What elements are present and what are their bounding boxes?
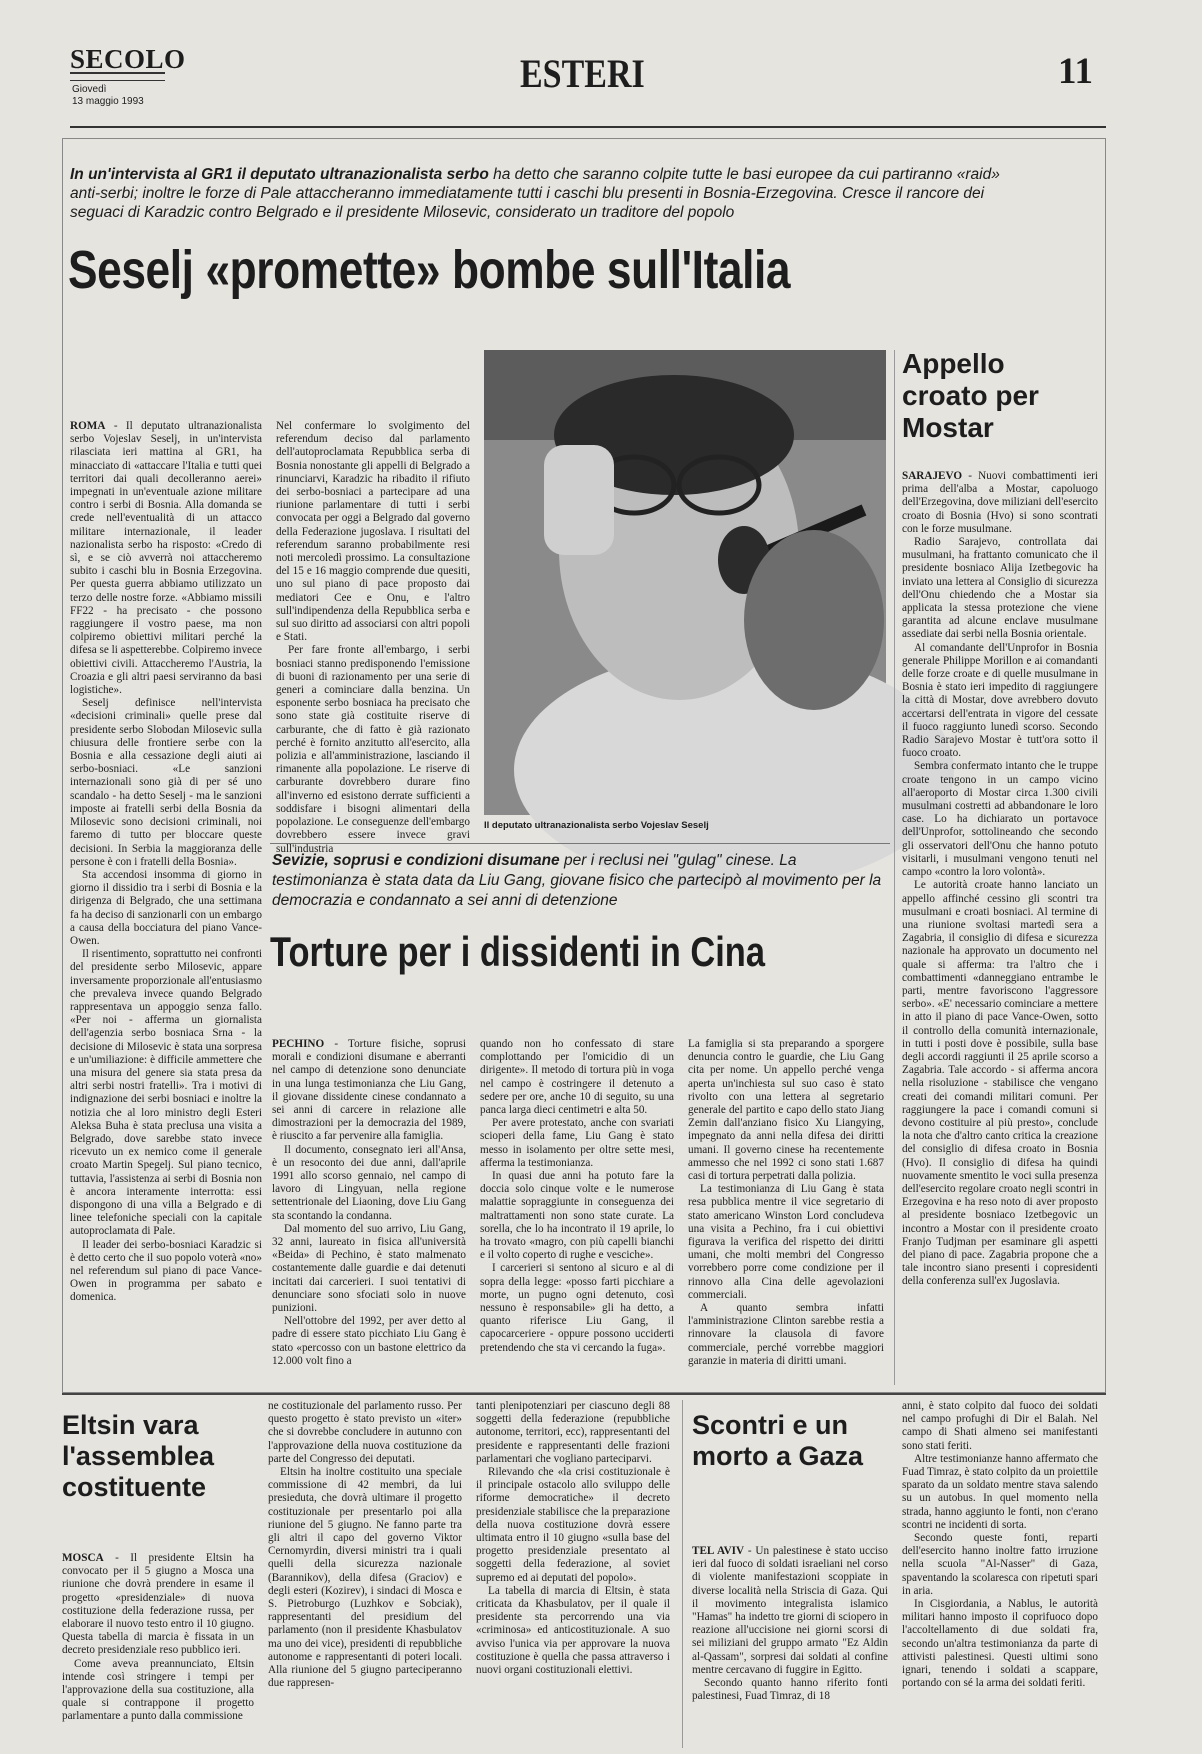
china-column-2 (480, 1038, 674, 1386)
mostar-separator (894, 350, 895, 1385)
logo-underline (70, 72, 165, 81)
china-dateline: PECHINO (272, 1038, 325, 1050)
main-column-2 (276, 420, 470, 855)
china-paragraph: La famiglia si sta preparando a sporgere denuncia contro le guardie, che Liu Gang cita per nome. Un appello perché venga aperta un'inchiesta sul suo caso è stato rivolto con una lettera al segretario generale del partito e capo dello stato Jiang Zemin dall'anziano fisico Xu Liangying, impegnato da anni nella difesa dei diritti umani. Il governo cinese ha recentemente ammesso che nel 1992 ci sono stati 1.687 casi di tortura perpetrati dalla polizia. (688, 1038, 884, 1183)
gaza-separator (682, 1400, 683, 1748)
china-paragraph: quando non ho confessato di stare complottando per l'omicidio di un dirigente». Il metodo di tortura più in voga nel campo è costringere il detenuto a sedere per ore, anche 10 di seguito, su una panca larga dieci centimetri e alta 50. (480, 1038, 674, 1117)
mostar-column (902, 470, 1098, 1385)
eltsin-paragraph: MOSCA - Il presidente Eltsin ha convocato per il 5 giugno a Mosca una riunione che dovrà prendere in esame il progetto «presidenziale» di nuova costituzione della federazione russa, per elaborare il nuovo testo entro il 10 giugno. Questa tabella di marcia è fissata in un decreto presidenziale reso pubblico ieri. (62, 1552, 254, 1657)
china-top-rule (270, 843, 890, 844)
eltsin-headline: Eltsin vara l'assemblea costituente (62, 1410, 215, 1502)
main-kicker-text: ha detto che saranno colpite tutte le basi europee da cui partiranno «raid» anti-serbi; inoltre le forze di Pale attaccheranno immediatamente tutti i caschi blu presenti in Bosnia-Erzegovina. Cresce il rancore dei seguaci di Karadzic contro Belgrado e il presidente Milosevic, considerato un traditore del popolo (70, 166, 1000, 221)
photo-caption: Il deputato ultranazionalista serbo Vojeslav Seselj (484, 820, 709, 831)
china-column-3 (688, 1038, 884, 1386)
masthead-day: Giovedì (72, 84, 107, 95)
seselj-photo (484, 350, 886, 815)
eltsin-paragraph: tanti plenipotenziari per ciascuno degli 88 soggetti della federazione (repubbliche autonome, territori, ecc), rappresentanti del presidente e rappresentanti delle frazioni parlamentari che vogliano parteciparvi. (476, 1400, 670, 1465)
china-paragraph: Per avere protestato, anche con svariati scioperi della fame, Liu Gang è stato messo in isolamento per oltre sette mesi, afferma la testimonianza. (480, 1117, 674, 1169)
eltsin-column-2 (268, 1400, 462, 1748)
gaza-column-1 (692, 1545, 888, 1748)
mostar-dateline: SARAJEVO (902, 470, 963, 482)
main-paragraph: Per fare fronte all'embargo, i serbi bosniaci stanno predisponendo l'emissione di buoni di razionamento per una serie di generi a cominciare dalla benzina. Un esponente serbo bosniaca ha precisato che sono state già costituite riserve di carburante, che di fatto è già razionato perché è fornito anzitutto all'esercito, alla polizia e all'amministrazione, lasciando il rimanente alla popolazione. Le riserve di carburante dovrebbero durare fino all'inverno ed esistono derrate sufficienti a soddisfare i bisogni alimentari della popolazione. Le conseguenze dell'embargo dovrebbero essere invece gravi sull'industria (276, 644, 470, 855)
masthead-date (72, 84, 144, 108)
top-divider (70, 126, 1106, 128)
bottom-divider (62, 1393, 1106, 1395)
china-paragraph: I carcerieri si sentono al sicuro e al di sopra della legge: «posso farti picchiare a morte, un pugno ogni detenuto, così nessuno è responsabile» gli ha detto, a quanto riferisce Liu Gang, il capocarceriere - oppure possono ucciderti pretendendo che sta vi cercando la fuga». (480, 1262, 674, 1354)
main-paragraph: Nel confermare lo svolgimento del referendum deciso dal parlamento dell'autoproclamata Repubblica serba di Bosnia nonostante gli appelli di Belgrado a rinunciarvi, Karadzic ha ribadito il rifiuto dei serbo-bosniaci a partecipare ad una riunione parlamentare di tutti i serbi convocata per oggi a Belgrado dal governo della Federazione jugoslava. I risultati del referendum saranno probabilmente resi noti mercoledì prossimo. La consultazione del 15 e 16 maggio comprende due quesiti, uno sul piano di pace proposto dai mediatori Cee e Onu, e l'altro sull'indipendenza della Repubblica serba e sul suo diritto ad associarsi con altri popoli e Stati. (276, 420, 470, 644)
gaza-paragraph: Secondo quanto hanno riferito fonti palestinesi, Fuad Timraz, di 18 (692, 1677, 888, 1703)
china-kicker (272, 851, 892, 911)
main-column-1 (70, 420, 262, 1388)
eltsin-paragraph: Come aveva preannunciato, Eltsin intende così stringere i tempi per l'approvazione della sua costituzione, alla quale si contrappone il progetto parlamentare a punto dalla commissione (62, 1657, 254, 1723)
china-paragraph: La testimonianza di Liu Gang è stata resa pubblica mentre il vice segretario di stato americano Winston Lord concludeva una visita a Pechino, fra i cui obiettivi figurava la verifica del rispetto dei diritti umani, che molti membri del Congresso vorrebbero porre come condizione per il rinnovo alla Cina delle agevolazioni commerciali. (688, 1183, 884, 1301)
china-paragraph: Nell'ottobre del 1992, per aver detto al padre di essere stato picchiato Liu Gang è stato «percosso con un bastone elettrico da 12.000 volt fino a (272, 1315, 466, 1367)
masthead-full-date: 13 maggio 1993 (72, 96, 144, 107)
gaza-paragraph: Secondo queste fonti, reparti dell'esercito hanno inoltre fatto irruzione nella scuola "Al-Nasser" di Gaza, spaventando la scolaresca con ripetuti spari in aria. (902, 1532, 1098, 1597)
china-kicker-text: per i reclusi nei "gulag" cinese. La testimonianza è stata data da Liu Gang, giovane fisico che partecipò al movimento per la democrazia e condannato a sei anni di detenzione (272, 852, 882, 909)
gaza-column-2 (902, 1400, 1098, 1748)
main-paragraph: Il risentimento, soprattutto nei confronti del presidente serbo Milosevic, appare inversamente proporzionale all'entusiasmo che prevaleva invece quando Belgrado rappresentava un appoggio senza fallo. «Per noi - afferma un giornalista dell'agenzia serbo bosniaca Srna - la decisione di Milosevic è stata una sorpresa e un'umiliazione: è difficile ammettere che una misura del genere sia stata presa da altri serbi nostri fratelli». Tra i motivi di indignazione dei serbi bosniaci e inoltre la notizia che al loro ministro degli Esteri Aleksa Buha è stata preclusa una visita a Belgrado, dove sarebbe stato invece ricevuto un ex nemico come il generale croato Martin Spegelj. Sul piano tecnico, tuttavia, l'assistenza ai serbi di Bosnia non è ancora interamente interrotta: essi dispongono di una villa a Belgrado e di linee telefoniche speciali con la capitale autoproclamata di Pale. (70, 948, 262, 1238)
section-title: ESTERI (520, 51, 645, 96)
newspaper-logo: SECOLO (70, 44, 186, 74)
main-kicker-bold: In un'intervista al GR1 il deputato ultranazionalista serbo (70, 166, 489, 183)
gaza-paragraph: TEL AVIV - Un palestinese è stato ucciso ieri dal fuoco di soldati israeliani nel corso di violente manifestazioni scoppiate in diverse località nella Striscia di Gaza. Qui il movimento integralista islamico "Hamas" ha indetto tre giorni di sciopero in reazione all'uccisione nei giorni scorsi di sei miliziani del gruppo armato "Ez Aldin al-Qassam", sorpresi dai soldati al confine mentre cercavano di fuggire in Egitto. (692, 1545, 888, 1676)
china-paragraph: A quanto sembra infatti l'amministrazione Clinton sarebbe restia a rinnovare la clausola di favore commerciale, perché vorrebbe maggiori garanzie in materia di diritti umani. (688, 1302, 884, 1367)
mostar-paragraph: Le autorità croate hanno lanciato un appello affinché cessino gli scontri tra musulmani e croati bosniaci. Al termine di una riunione svoltasi martedì sera a Zagabria, il consiglio di difesa e sicurezza nazionale ha approvato un documento nel quale si afferma: tra l'altro che i combattimenti «danneggiano entrambe le parti, mentre favoriscono l'aggressore serbo». «E' necessario cominciare a mettere in atto il piano di pace Vance-Owen, sotto il controllo della comunità internazionale, in tutti i posti dove è possibile, sulla base degli accordi raggiunti il 25 aprile scorso a Zagabria. Tale accordo - si afferma ancora nella risoluzione - stabilisce che vengano creati dei comandi militari comuni. Per raggiungere la pace i comandi comuni si devono costituire al più presto», conclude la nota che d'altro canto critica la creazione del consiglio di difesa croato in Bosnia (Hvo). Il consiglio di difesa ha quindi nuovamente smentito le voci sulla presenza dell'esercito regolare croato negli scontri in Erzegovina e ha reso noto di aver proposto al presidente bosniaco Izetbegovic un incontro a Mostar con il presidente croato Franjo Tudjman per esaminare gli aspetti del piano di pace. Zagabria propone che a tale incontro siano presenti i copresidenti della conferenza sull'ex Jugoslavia. (902, 879, 1098, 1288)
mostar-paragraph: SARAJEVO - Nuovi combattimenti ieri prima dell'alba a Mostar, capoluogo dell'Erzegovina, dove miliziani dell'esercito croato di Bosnia (Hvo) si sono scontrati con le forze musulmane. (902, 470, 1099, 535)
page-number: 11 (1058, 51, 1093, 92)
main-dateline: ROMA (70, 420, 106, 432)
china-headline: Torture per i dissidenti in Cina (270, 928, 765, 975)
eltsin-paragraph: La tabella di marcia di Eltsin, è stata criticata da Khasbulatov, per il quale il presidente sta percorrendo una via «criminosa» ed anticostituzionale. A suo avviso l'unica via per approvare la nuova costituzione è quella che passa attraverso i nuovi organi costituzionali elettivi. (476, 1584, 670, 1677)
eltsin-paragraph: ne costituzionale del parlamento russo. Per questo progetto è stato previsto un «iter» che si dovrebbe concludere in autunno con l'approvazione della nuova costituzione da parte del Congresso dei deputati. (268, 1400, 462, 1465)
eltsin-dateline: MOSCA (62, 1552, 104, 1564)
main-kicker (70, 165, 1020, 222)
mostar-paragraph: Sembra confermato intanto che le truppe croate tengono in un campo vicino all'aeroporto di Mostar circa 1.300 civili musulmani costretti ad abbandonare le loro case. Lo ha dichiarato un portavoce dell'Unprofor, sottolineando che secondo gli osservatori dell'Onu che hanno potuto visitarli, i musulmani vengono tenuti nel campo «contro la loro volontà». (902, 760, 1098, 879)
eltsin-paragraph: Eltsin ha inoltre costituito una speciale commissione di 42 membri, da lui presieduta, che dovrà ultimare il progetto costituzionale per presentarlo poi alla riunione del 5 giugno. Ne fanno parte tra gli altri il capo del governo Viktor Cernomyrdin, diversi ministri tra i quali quelli della sicurezza nazionale (Barannikov), della difesa (Graciov) e degli esteri (Kozirev), i sindaci di Mosca e S. Pietroburgo (Luzhkov e Sobciak), rappresentanti del presidium del parlamento (non il presidente Khasbulatov ma uno dei vice), presidenti di repubbliche autonome e rappresentanti di poteri locali. Alla riunione del 5 giugno parteciperanno due rappresen- (268, 1466, 462, 1690)
main-paragraph: Seselj definisce nell'intervista «decisioni criminali» quelle prese dal presidente serbo Slobodan Milosevic sulla chiusura delle frontiere serbe con la Bosnia e alla cessazione degli aiuti ai serbo-bosniaci. «Le sanzioni internazionali sono già di per sé uno scandalo - ha detto Seselj - ma le sanzioni imposte ai fratelli serbi della Bosnia da Milosevic sono decisioni criminali, noi faremo di tutto per bloccare queste decisioni. In Serbia la maggioranza delle persone è con i fratelli della Bosnia». (70, 697, 262, 868)
china-column-1 (272, 1038, 466, 1386)
gaza-paragraph: anni, è stato colpito dal fuoco dei soldati nel campo profughi di Dir el Balah. Nel campo di Shati almeno sei manifestanti sono stati feriti. (902, 1400, 1098, 1452)
mostar-paragraph: Radio Sarajevo, controllata dai musulmani, ha frattanto comunicato che il presidente bosniaco Alija Izetbegovic ha inviato una lettera al Consiglio di sicurezza dell'Onu chiedendo che a Mostar sia applicata la stessa protezione che viene garantita ad alcune enclave musulmane assediate dai serbi nella Bosnia orientale. (902, 536, 1098, 641)
eltsin-paragraph: Rilevando che «la crisi costituzionale è il principale ostacolo allo sviluppo delle riforme democratiche» il decreto presidenziale stabilisce che la preparazione della nuova costituzione dovrà essere ultimata entro il 10 giugno «sulla base del progetto presidenziale presentato al soggetti della federazione, al soviet supremo ed ai deputati del popolo». (476, 1466, 670, 1584)
mostar-headline: Appello croato per Mostar (902, 348, 1039, 443)
china-paragraph: Dal momento del suo arrivo, Liu Gang, 32 anni, laureato in fisica all'università «Beida» di Pechino, è stato malmenato costantemente dalle guardie e dai detenuti incitati dai carcerieri. I suoi tentativi di denunciare sono sfociati solo in nuove punizioni. (272, 1222, 466, 1315)
gaza-paragraph: Altre testimonianze hanno affermato che Fuad Timraz, è stato colpito da un proiettile sparato da un soldato mentre stava salendo su un autobus. In quel momento nella strada, hanno aggiunto le fonti, non c'erano scontri ne incidenti di sorta. (902, 1452, 1098, 1531)
gaza-paragraph: In Cisgiordania, a Nablus, le autorità militari hanno imposto il coprifuoco dopo l'accoltellamento di due soldati fra, secondo un'altra testimonianza da parte di attivisti palestinesi. Questi ultimi sono ignari, tenendo i soldati a scappare, portando con sé la arma dei soldati feriti. (902, 1598, 1098, 1690)
gaza-dateline: TEL AVIV (692, 1545, 745, 1557)
mostar-paragraph: Al comandante dell'Unprofor in Bosnia generale Philippe Morillon e ai comandanti delle forze croate e di quelle musulmane in Bosnia è stato ieri impedito di raggiungere la città di Mostar, dove avrebbero dovuto accertarsi dell'entrata in vigore del cessate il fuoco raggiunto lunedì scorso. Secondo Radio Sarajevo Mostar è tutt'ora sotto il fuoco croato. (902, 641, 1098, 760)
eltsin-column-3 (476, 1400, 670, 1748)
main-paragraph: Sta accendosi insomma di giorno in giorno il dissidio tra i serbi di Bosnia e la dirigenza di Belgrado, che una settimana fa ha deciso di sanzionarli con un embargo a causa della bocciatura del piano Vance-Owen. (70, 868, 262, 947)
eltsin-column-1 (62, 1552, 254, 1748)
main-paragraph: ROMA - Il deputato ultranazionalista serbo Vojeslav Seselj, in un'intervista rilasciata ieri mattina al GR1, ha minacciato di «attaccare l'Italia e tutti quei territori dai quali decolleranno aerei» impegnati in un'eventuale azione militare contro i serbi di Bosnia. Alla domanda se crede nell'eventualità di un attacco militare internazionale, il leader nazionalista serbo ha risposto: «Credo di sì, e se ciò avverrà noi attaccheremo subito i caschi blu in Bosnia Erzegovina. Per questa guerra abbiamo utilizzato un terzo delle nostre forze. «Abbiamo missili FF22 - ha precisato - che possono raggiungere il vostro paese, ma non colpiremo obiettivi militari perché la difesa se li aspetterebbe. Colpiremo invece obiettivi civili. Attaccheremo l'Austria, la Croazia e gli altri paesi serviranno da basi logistiche». (70, 420, 262, 697)
main-headline: Seselj «promette» bombe sull'Italia (68, 240, 791, 300)
china-kicker-bold: Sevizie, soprusi e condizioni disumane (272, 852, 560, 869)
china-paragraph: PECHINO - Torture fisiche, soprusi morali e condizioni disumane e aberranti nel campo di detenzione sono denunciate in una lunga testimonianza che Liu Gang, il giovane dissidente cinese condannato a sei anni di carcere in relazione alle dimostrazioni per la democrazia del 1989, è riuscito a far pervenire alla famiglia. (272, 1038, 466, 1143)
main-paragraph: Il leader dei serbo-bosniaci Karadzic si è detto certo che il suo popolo voterà «no» nel referendum sul piano di pace Vance-Owen in programma per sabato e domenica. (70, 1238, 262, 1304)
china-paragraph: Il documento, consegnato ieri all'Ansa, è un resoconto dei due anni, dall'aprile 1991 allo scorso gennaio, nel campo di lavoro di Lingyuan, nella regione settentrionale del Liaoning, dove Liu Gang sta scontando la condanna. (272, 1143, 466, 1222)
gaza-headline: Scontri e un morto a Gaza (692, 1410, 864, 1471)
seselj-portrait-image (484, 350, 886, 815)
china-paragraph: In quasi due anni ha potuto fare la doccia solo cinque volte e le numerose malattie sopraggiunte in conseguenza dei maltrattamenti non sono state curate. La sorella, che lo ha incontrato il 19 aprile, lo ha trovato «magro, con più capelli bianchi e il volto coperto di rughe e vesciche». (480, 1170, 674, 1262)
